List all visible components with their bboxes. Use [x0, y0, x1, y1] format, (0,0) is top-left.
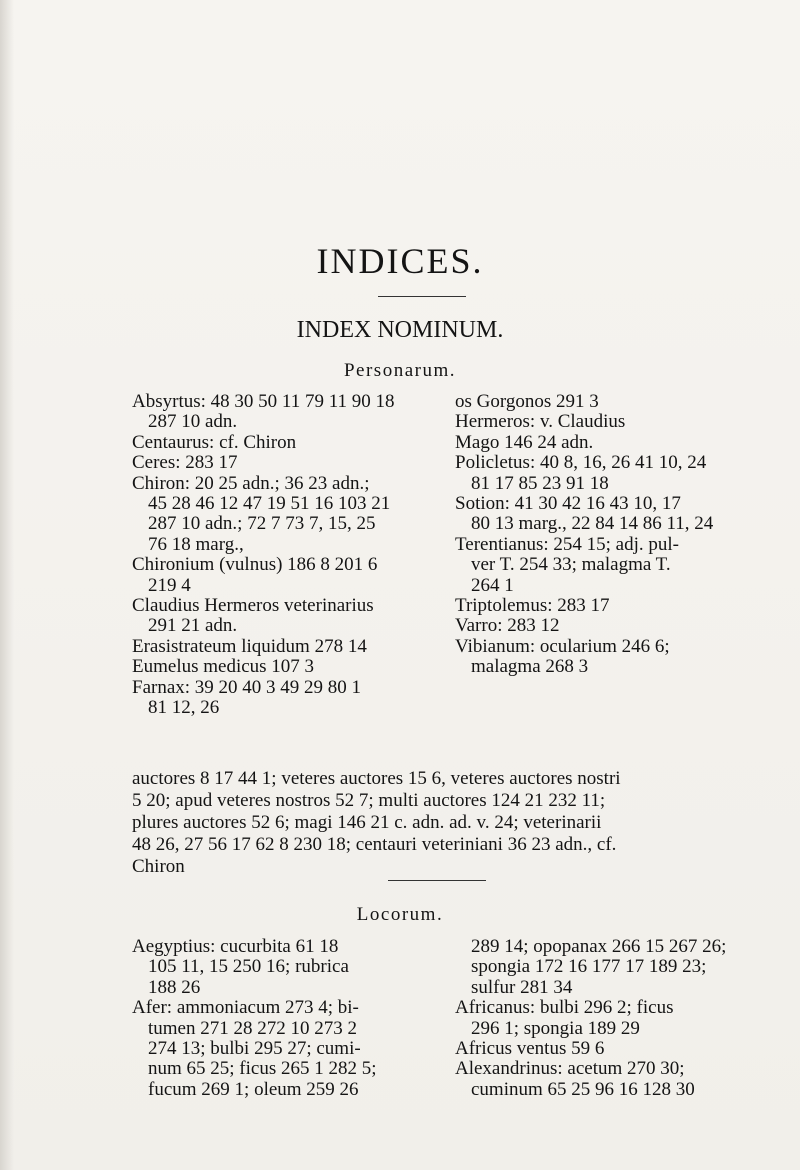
index-entry-line: Vibianum: ocularium 246 6;: [455, 635, 670, 657]
index-entry-line: 45 28 46 12 47 19 51 16 103 21: [148, 493, 391, 515]
auctores-paragraph: [132, 768, 762, 878]
paragraph-line: auctores 8 17 44 1; veteres auctores 15 6, veteres auctores nostri: [132, 768, 621, 789]
index-entry-line: Absyrtus: 48 30 50 11 79 11 90 18: [132, 391, 395, 412]
section-divider: [388, 880, 486, 881]
index-entry-line: Hermeros: v. Claudius: [455, 411, 626, 433]
index-entry-line: Varro: 283 12: [455, 615, 560, 637]
index-entry-line: 81 12, 26: [148, 697, 220, 719]
index-nominum-heading: INDEX NOMINUM.: [296, 317, 504, 343]
index-entry-line: Aegyptius: cucurbita 61 18: [132, 936, 339, 957]
index-entry-line: 76 18 marg.,: [148, 533, 244, 555]
index-entry-line: Chiron: 20 25 adn.; 36 23 adn.;: [132, 472, 370, 494]
index-entry-line: Africanus: bulbi 296 2; ficus: [455, 997, 674, 1019]
index-entry-line: Sotion: 41 30 42 16 43 10, 17: [455, 493, 681, 515]
index-entry-line: Africus ventus 59 6: [455, 1038, 605, 1060]
index-entry-line: 274 13; bulbi 295 27; cumi-: [148, 1038, 361, 1060]
index-entry-line: Policletus: 40 8, 16, 26 41 10, 24: [455, 452, 707, 474]
paragraph-line: 5 20; apud veteres nostros 52 7; multi auctores 124 21 232 11;: [132, 790, 606, 811]
index-entry-line: Triptolemus: 283 17: [455, 595, 610, 617]
index-entry-line: Farnax: 39 20 40 3 49 29 80 1: [132, 676, 362, 698]
index-entry-line: Mago 146 24 adn.: [455, 431, 594, 453]
index-entry-line: Ceres: 283 17: [132, 452, 238, 474]
index-entry-line: 219 4: [148, 574, 191, 596]
page-title: INDICES.: [316, 241, 484, 281]
index-entry-line: Alexandrinus: acetum 270 30;: [455, 1058, 685, 1080]
locorum-heading: Locorum.: [356, 904, 444, 925]
index-entry-line: ver T. 254 33; malagma T.: [471, 554, 671, 576]
index-entry-line: tumen 271 28 272 10 273 2: [148, 1017, 357, 1039]
paragraph-line: Chiron: [132, 856, 185, 877]
locorum-left-column: [132, 937, 432, 1100]
personarum-left-column: [132, 392, 432, 719]
index-entry-line: Afer: ammoniacum 273 4; bi-: [132, 997, 359, 1019]
index-entry-line: malagma 268 3: [471, 656, 589, 678]
page-edge-shadow: [0, 0, 14, 1170]
index-entry-line: 105 11, 15 250 16; rubrica: [148, 956, 349, 978]
paragraph-line: plures auctores 52 6; magi 146 21 c. adn. ad. v. 24; veterinarii: [132, 812, 602, 833]
index-entry-line: 291 21 adn.: [148, 615, 238, 637]
index-entry-line: 264 1: [471, 574, 514, 596]
index-entry-line: 188 26: [148, 976, 201, 998]
personarum-heading: Personarum.: [343, 360, 456, 381]
index-entry-line: fucum 269 1; oleum 259 26: [148, 1078, 359, 1100]
index-entry-line: Centaurus: cf. Chiron: [132, 431, 297, 453]
index-entry-line: 287 10 adn.: [148, 411, 238, 433]
index-entry-line: 81 17 85 23 91 18: [471, 472, 609, 494]
index-entry-line: spongia 172 16 177 17 189 23;: [471, 956, 707, 978]
index-entry-line: 287 10 adn.; 72 7 73 7, 15, 25: [148, 513, 376, 535]
index-entry-line: os Gorgonos 291 3: [455, 391, 599, 412]
locorum-right-column: [455, 937, 765, 1100]
index-entry-line: Claudius Hermeros veterinarius: [132, 595, 374, 617]
index-entry-line: num 65 25; ficus 265 1 282 5;: [148, 1058, 377, 1080]
index-entry-line: Chironium (vulnus) 186 8 201 6: [132, 554, 378, 576]
index-entry-line: Erasistrateum liquidum 278 14: [132, 635, 367, 657]
index-entry-line: cuminum 65 25 96 16 128 30: [471, 1078, 695, 1100]
index-entry-line: 289 14; opopanax 266 15 267 26;: [471, 936, 727, 957]
index-entry-line: Terentianus: 254 15; adj. pul-: [455, 533, 679, 555]
index-entry-line: Eumelus medicus 107 3: [132, 656, 315, 678]
index-entry-line: 296 1; spongia 189 29: [471, 1017, 640, 1039]
index-entry-line: 80 13 marg., 22 84 14 86 11, 24: [471, 513, 714, 535]
index-entry-line: sulfur 281 34: [471, 976, 573, 998]
personarum-right-column: [455, 392, 765, 678]
title-divider: [378, 296, 466, 297]
paragraph-line: 48 26, 27 56 17 62 8 230 18; centauri veteriniani 36 23 adn., cf.: [132, 834, 617, 855]
